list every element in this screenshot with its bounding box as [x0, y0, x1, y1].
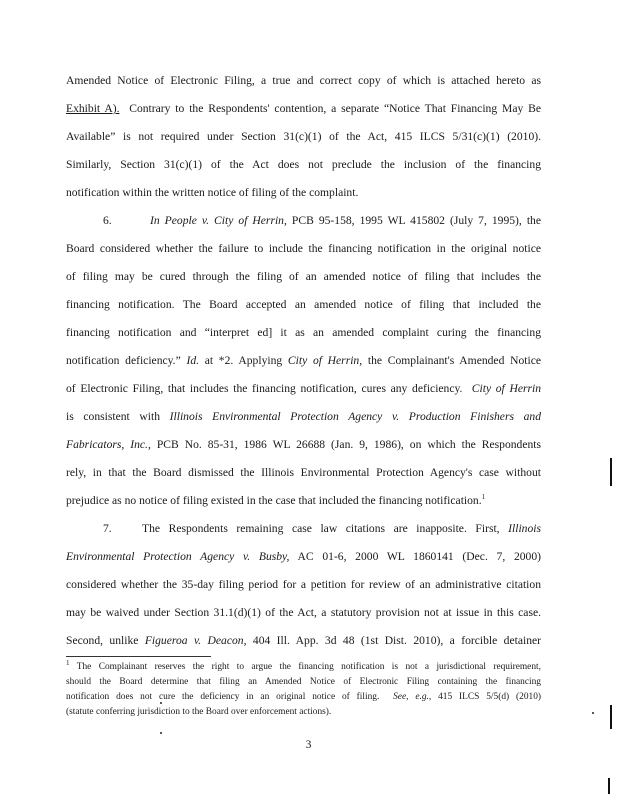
scan-speck [160, 702, 162, 704]
body-line: Exhibit A). Contrary to the Respondents' contention, a separate “Notice That Financing May Be [66, 102, 542, 115]
margin-revision-bar [608, 778, 610, 794]
footnote-line: notification does not cure the deficiency in an original notice of filing. See, e.g., 415 ILCS 5/5(d) (2010) [66, 692, 542, 702]
footnote-line: (statute conferring jurisdiction to the Board over enforcement actions). [66, 707, 332, 717]
body-line: Similarly, Section 31(c)(1) of the Act does not preclude the inclusion of the financing [66, 158, 541, 171]
case-citation: In People v. City of Herrin, [150, 214, 287, 227]
footnote-marker: 1 [481, 493, 486, 502]
body-line: prejudice as no notice of filing existed in the case that included the financing notification.$^1$ [66, 493, 486, 507]
body-line: notification within the written notice of filing of the complaint. [66, 186, 359, 199]
margin-revision-bar [610, 705, 612, 729]
body-line: Available” is not required under Section 31(c)(1) of the Act, 415 ILCS 5/31(c)(1) (2010). [66, 130, 541, 143]
body-line: is consistent with Illinois Environmental Protection Agency v. Production Finishers and [66, 410, 541, 423]
body-line: of Electronic Filing, that includes the financing notification, cures any deficiency. City of Herrin [66, 382, 542, 395]
body-line: may be waived under Section 31.1(d)(1) of the Act, a statutory provision not at issue in this case. [66, 606, 541, 619]
footnote-line: $^1$ The Complainant reserves the right to argue the financing notification is not a jurisdictional requirement, [66, 658, 541, 672]
margin-revision-bar [610, 458, 612, 486]
paragraph-number: 6. [103, 214, 112, 227]
body-line: Environmental Protection Agency v. Busby, AC 01-6, 2000 WL 1860141 (Dec. 7, 2000) [66, 550, 541, 563]
scan-speck [160, 732, 162, 734]
body-line: financing notification and “interpret ed] it as an amended complaint curing the financing [66, 326, 541, 339]
exhibit-reference: Exhibit A). [66, 102, 120, 115]
body-line: of filing may be cured through the filing of an amended notice of filing that includes the [66, 270, 541, 283]
body-line: Second, unlike Figueroa v. Deacon, 404 Ill. App. 3d 48 (1st Dist. 2010), a forcible detainer [66, 634, 541, 647]
footnote-line: should the Board determine that filing an Amended Notice of Electronic Filing containing the financing [66, 677, 541, 687]
body-line: In People v. City of Herrin, PCB 95-158, 1995 WL 415802 (July 7, 1995), the [150, 214, 541, 227]
footnote-separator [66, 656, 211, 657]
paragraph-number: 7. [103, 522, 112, 535]
body-line: notification deficiency.” Id. at *2. Applying City of Herrin, the Complainant's Amended Notice [66, 354, 541, 367]
body-line: Board considered whether the failure to include the financing notification in the original notice [66, 242, 541, 255]
page-number: 3 [305, 738, 312, 751]
body-line: financing notification. The Board accepted an amended notice of filing that included the [66, 298, 541, 311]
body-line: Fabricators, Inc., PCB No. 85-31, 1986 WL 26688 (Jan. 9, 1986), on which the Respondents [66, 438, 542, 451]
body-line: The Respondents remaining case law citations are inapposite. First, Illinois [142, 522, 541, 535]
body-line: rely, in that the Board dismissed the Illinois Environmental Protection Agency's case without [66, 466, 541, 479]
body-line: Amended Notice of Electronic Filing, a true and correct copy of which is attached hereto as [66, 74, 541, 87]
body-line: considered whether the 35-day filing period for a petition for review of an administrative citation [66, 578, 541, 591]
scan-speck [592, 712, 594, 714]
